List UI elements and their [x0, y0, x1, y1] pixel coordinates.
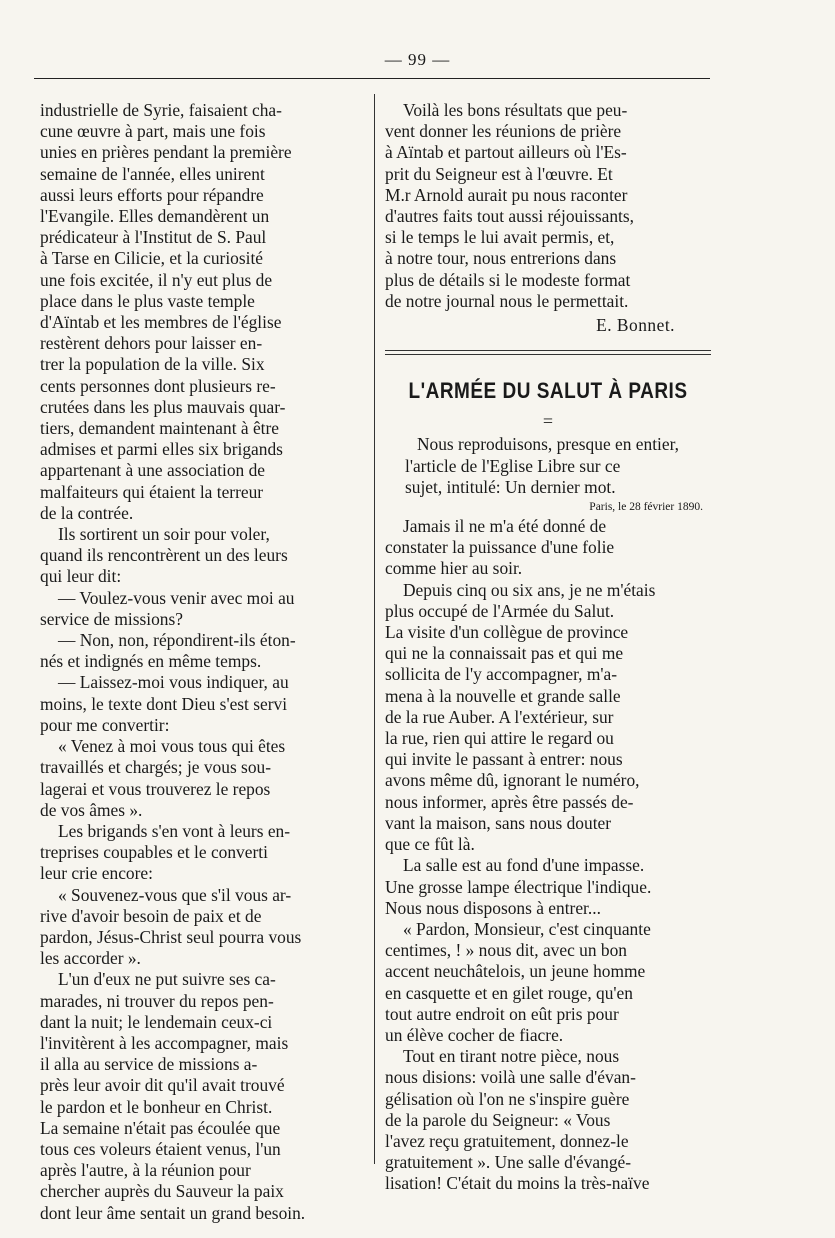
text-line: L'un d'eux ne put suivre ses ca-: [58, 969, 276, 990]
text-line: — Non, non, répondirent-ils éton-: [58, 630, 296, 651]
text-line: admises et parmi elles six brigands: [40, 439, 283, 460]
text-line: tous ces voleurs étaient venus, l'un: [40, 1138, 281, 1159]
paragraph: [385, 919, 711, 1046]
text-line: après l'autre, à la réunion pour: [40, 1160, 251, 1181]
text-line: « Venez à moi vous tous qui êtes: [58, 736, 286, 757]
text-line: tiers, demandent maintenant à être: [40, 418, 280, 439]
text-line: à Aïntab et partout ailleurs où l'Es-: [385, 142, 627, 163]
author-signature: E. Bonnet.: [596, 315, 675, 336]
text-line: leur crie encore:: [40, 863, 153, 884]
text-line: « Pardon, Monsieur, c'est cinquante: [403, 918, 651, 939]
text-line: qui invite le passant à entrer: nous: [385, 749, 623, 770]
text-line: pour me convertir:: [40, 714, 170, 735]
paragraph: [40, 969, 366, 1223]
text-line: qui ne la connaissait pas et qui me: [385, 643, 624, 664]
text-line: restèrent dehors pour laisser en-: [40, 333, 263, 354]
text-line: La semaine n'était pas écoulée que: [40, 1117, 281, 1138]
text-line: nous disions: voilà une salle d'évan-: [385, 1067, 636, 1088]
text-line: gélisation où l'on ne s'inspire guère: [385, 1088, 630, 1109]
paragraph: [385, 855, 711, 919]
column-divider: [374, 94, 375, 1164]
paragraph-syria: [40, 100, 366, 524]
text-line: à notre tour, nous entrerions dans: [385, 248, 617, 269]
text-line: plus de détails si le modeste format: [385, 269, 631, 290]
paragraph-conclusion: [385, 100, 711, 312]
text-line: si le temps le lui avait permis, et,: [385, 227, 615, 248]
header-rule: [34, 78, 710, 79]
text-line: d'autres faits tout aussi réjouissants,: [385, 206, 634, 227]
text-line: Voilà les bons résultats que peu-: [403, 100, 628, 120]
text-line: chercher auprès du Sauveur la paix: [40, 1181, 284, 1202]
text-line: le pardon et le bonheur en Christ.: [40, 1096, 273, 1117]
text-line: Jamais il ne m'a été donné de: [403, 516, 607, 537]
text-line: avons même dû, ignorant le numéro,: [385, 770, 640, 791]
intro-line: sujet, intitulé: Un dernier mot.: [405, 476, 616, 497]
text-line: nés et indignés en même temps.: [40, 651, 262, 672]
text-line: sollicita de l'y accompagner, m'a-: [385, 664, 618, 685]
text-line: un élève cocher de fiacre.: [385, 1024, 564, 1045]
scripture-quote: [40, 736, 366, 821]
intro-line: Nous reproduisons, presque en entier,: [416, 434, 680, 455]
dialogue-line: [40, 588, 366, 630]
text-line: les accorder ».: [40, 948, 141, 969]
paragraph-brigands: [40, 524, 366, 588]
text-line: l'invitèrent à les accompagner, mais: [40, 1032, 289, 1053]
text-line: il alla au service de missions a-: [40, 1054, 258, 1075]
dialogue-line: [40, 630, 366, 672]
dateline: Paris, le 28 février 1890.: [589, 501, 703, 514]
text-line: cune œuvre à part, mais une fois: [40, 121, 266, 142]
paragraph: [385, 516, 711, 580]
text-line: prédicateur à l'Institut de S. Paul: [40, 227, 267, 248]
text-line: de notre journal nous le permettait.: [385, 290, 629, 311]
text-line: près leur avoir dit qu'il avait trouvé: [40, 1075, 285, 1096]
text-line: qui leur dit:: [40, 566, 122, 587]
paragraph: [385, 580, 711, 856]
text-line: gratuitement ». Une salle d'évangé-: [385, 1152, 632, 1173]
text-line: que ce fût là.: [385, 834, 475, 855]
text-line: tout autre endroit on eût pris pour: [385, 1003, 619, 1024]
intro-line: l'article de l'Eglise Libre sur ce: [405, 455, 621, 476]
paragraph: [40, 821, 366, 885]
text-line: La visite d'un collègue de province: [385, 622, 629, 643]
page-number: — 99 —: [384, 50, 451, 69]
right-column: [385, 100, 711, 1195]
text-line: dant la nuit; le lendemain ceux-ci: [40, 1011, 273, 1032]
text-line: la rue, rien qui attire le regard ou: [385, 728, 614, 749]
text-line: mena à la nouvelle et grande salle: [385, 685, 621, 706]
text-line: Les brigands s'en vont à leurs en-: [58, 820, 291, 841]
text-line: M.r Arnold aurait pu nous raconter: [385, 184, 628, 205]
text-line: lisation! C'était du moins la très-naïve: [385, 1173, 650, 1194]
dialogue-line: [40, 672, 366, 736]
paragraph: [385, 1046, 711, 1194]
text-line: service de missions?: [40, 608, 183, 629]
text-line: treprises coupables et le converti: [40, 842, 268, 863]
text-line: une fois excitée, il n'y eut plus de: [40, 269, 273, 290]
text-line: lagerai et vous trouverez le repos: [40, 778, 271, 799]
text-line: crutées dans les plus mauvais quar-: [40, 396, 286, 417]
text-line: pardon, Jésus-Christ seul pourra vous: [40, 926, 302, 947]
text-line: vent donner les réunions de prière: [385, 121, 622, 142]
text-line: moins, le texte dont Dieu s'est servi: [40, 693, 288, 714]
text-line: industrielle de Syrie, faisaient cha-: [40, 100, 282, 120]
text-line: de la parole du Seigneur: « Vous: [385, 1109, 611, 1130]
text-line: en casquette et en gilet rouge, qu'en: [385, 982, 633, 1003]
text-line: La salle est au fond d'une impasse.: [403, 855, 645, 876]
text-line: à Tarse en Cilicie, et la curiosité: [40, 248, 264, 269]
text-line: marades, ni trouver du repos pen-: [40, 990, 274, 1011]
text-line: plus occupé de l'Armée du Salut.: [385, 600, 615, 621]
text-line: travaillés et chargés; je vous sou-: [40, 757, 272, 778]
text-line: place dans le plus vaste temple: [40, 290, 255, 311]
text-line: Ils sortirent un soir pour voler,: [58, 524, 270, 545]
text-line: prit du Seigneur est à l'œuvre. Et: [385, 163, 613, 184]
title-ornament: =: [542, 411, 554, 432]
scripture-quote: [40, 885, 366, 970]
section-divider: [385, 350, 711, 355]
text-line: comme hier au soir.: [385, 558, 523, 579]
text-line: Nous nous disposons à entrer...: [385, 897, 601, 918]
text-line: constater la puissance d'une folie: [385, 537, 615, 558]
text-line: quand ils rencontrèrent un des leurs: [40, 545, 288, 566]
text-line: Tout en tirant notre pièce, nous: [403, 1046, 620, 1067]
text-line: Une grosse lampe électrique l'indique.: [385, 876, 652, 897]
text-line: de vos âmes ».: [40, 799, 143, 820]
text-line: « Souvenez-vous que s'il vous ar-: [58, 884, 292, 905]
text-line: — Voulez-vous venir avec moi au: [58, 587, 295, 608]
text-line: l'avez reçu gratuitement, donnez-le: [385, 1130, 629, 1151]
text-line: unies en prières pendant la première: [40, 142, 292, 163]
text-line: semaine de l'année, elles unirent: [40, 163, 265, 184]
text-line: de la rue Auber. A l'extérieur, sur: [385, 706, 614, 727]
text-line: cents personnes dont plusieurs re-: [40, 375, 276, 396]
text-line: appartenant à une association de: [40, 460, 266, 481]
text-line: rive d'avoir besoin de paix et de: [40, 905, 262, 926]
text-line: vant la maison, sans nous douter: [385, 812, 612, 833]
text-line: d'Aïntab et les membres de l'église: [40, 312, 282, 333]
text-line: nous informer, après être passés de-: [385, 791, 634, 812]
text-line: l'Evangile. Elles demandèrent un: [40, 206, 270, 227]
text-line: malfaiteurs qui étaient la terreur: [40, 481, 264, 502]
left-column: [40, 100, 366, 1224]
text-line: accent neuchâtelois, un jeune homme: [385, 961, 646, 982]
text-line: — Laissez-moi vous indiquer, au: [58, 672, 289, 693]
article-title: L'ARMÉE DU SALUT À PARIS: [408, 379, 688, 404]
text-line: trer la population de la ville. Six: [40, 354, 265, 375]
text-line: dont leur âme sentait un grand besoin.: [40, 1202, 306, 1223]
text-line: de la contrée.: [40, 502, 134, 523]
text-line: centimes, ! » nous dit, avec un bon: [385, 940, 627, 961]
text-line: aussi leurs efforts pour répandre: [40, 184, 264, 205]
text-line: Depuis cinq ou six ans, je ne m'étais: [403, 579, 656, 600]
